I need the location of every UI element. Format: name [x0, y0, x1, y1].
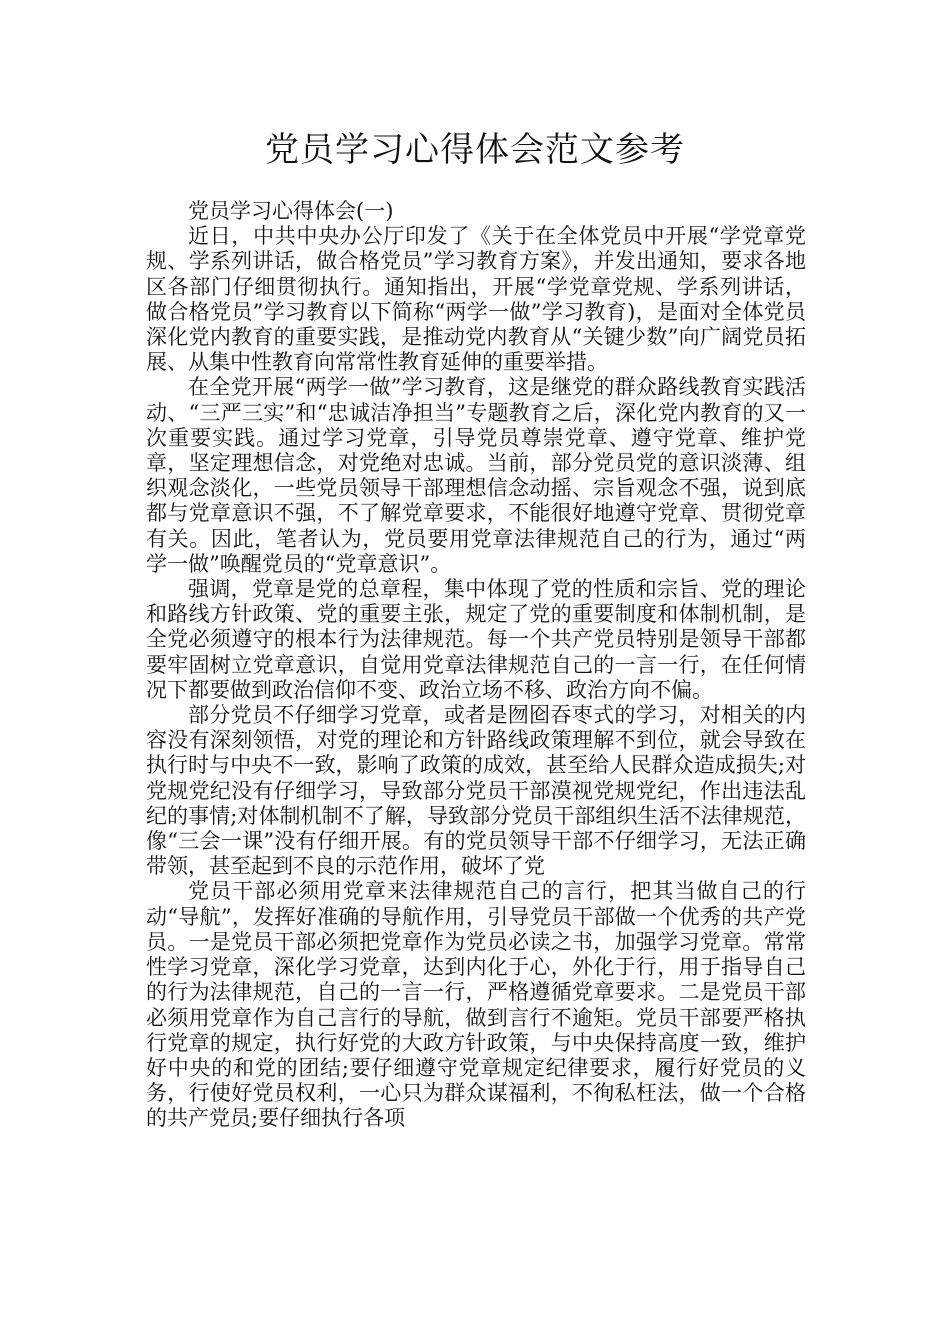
body-paragraph: 部分党员不仔细学习党章，或者是囫囵吞枣式的学习，对相关的内容没有深刻领悟，对党的理论和方针路线政策理解不到位，就会导致在执行时与中央不一致，影响了政策的成效，甚至给人民群众造成损失;对党规党纪没有仔细学习，导致部分党员干部漠视党规党纪，作出违法乱纪的事情;对体制机制不了解，导致部分党员干部组织生活不法律规范，像“三会一课”没有仔细开展。有的党员领导干部不仔细学习，无法正确带领，甚至起到不良的示范作用，破坏了党: [146, 703, 806, 879]
document-body: [146, 199, 806, 1132]
body-paragraph: 强调，党章是党的总章程，集中体现了党的性质和宗旨、党的理论和路线方针政策、党的重要主张，规定了党的重要制度和体制机制，是全党必须遵守的根本行为法律规范。每一个共产党员特别是领导干部都要牢固树立党章意识，自觉用党章法律规范自己的一言一行，在任何情况下都要做到政治信仰不变、政治立场不移、政治方向不偏。: [146, 577, 806, 702]
body-paragraph: 在全党开展“两学一做”学习教育，这是继党的群众路线教育实践活动、“三严三实”和“忠诚洁净担当”专题教育之后，深化党内教育的又一次重要实践。通过学习党章，引导党员尊崇党章、遵守党章、维护党章，坚定理想信念，对党绝对忠诚。当前，部分党员党的意识淡薄、组织观念淡化，一些党员领导干部理想信念动摇、宗旨观念不强，说到底都与党章意识不强，不了解党章要求，不能很好地遵守党章、贯彻党章有关。因此，笔者认为，党员要用党章法律规范自己的行为，通过“两学一做”唤醒党员的“党章意识”。: [146, 375, 806, 576]
document-title: 党员学习心得体会范文参考: [265, 130, 685, 170]
body-paragraph: 近日，中共中央办公厅印发了《关于在全体党员中开展“学党章党规、学系列讲话，做合格党员”学习教育方案》，并发出通知，要求各地区各部门仔细贯彻执行。通知指出，开展“学党章党规、学系列讲话，做合格党员”学习教育以下简称“两学一做”学习教育)，是面对全体党员深化党内教育的重要实践，是推动党内教育从“关键少数”向广阔党员拓展、从集中性教育向常常性教育延伸的重要举措。: [146, 224, 806, 375]
body-paragraph: 党员干部必须用党章来法律规范自己的言行，把其当做自己的行动“导航”，发挥好准确的导航作用，引导党员干部做一个优秀的共产党员。一是党员干部必须把党章作为党员必读之书，加强学习党章。常常性学习党章，深化学习党章，达到内化于心，外化于行，用于指导自己的行为法律规范，自己的一言一行，严格遵循党章要求。二是党员干部必须用党章作为自己言行的导航，做到言行不逾矩。党员干部要严格执行党章的规定，执行好党的大政方针政策，与中央保持高度一致，维护好中央的和党的团结;要仔细遵守党章规定纪律要求，履行好党员的义务，行使好党员权利，一心只为群众谋福利，不徇私枉法，做一个合格的共产党员;要仔细执行各项: [146, 879, 806, 1131]
section-heading: 党员学习心得体会(一): [188, 199, 394, 223]
